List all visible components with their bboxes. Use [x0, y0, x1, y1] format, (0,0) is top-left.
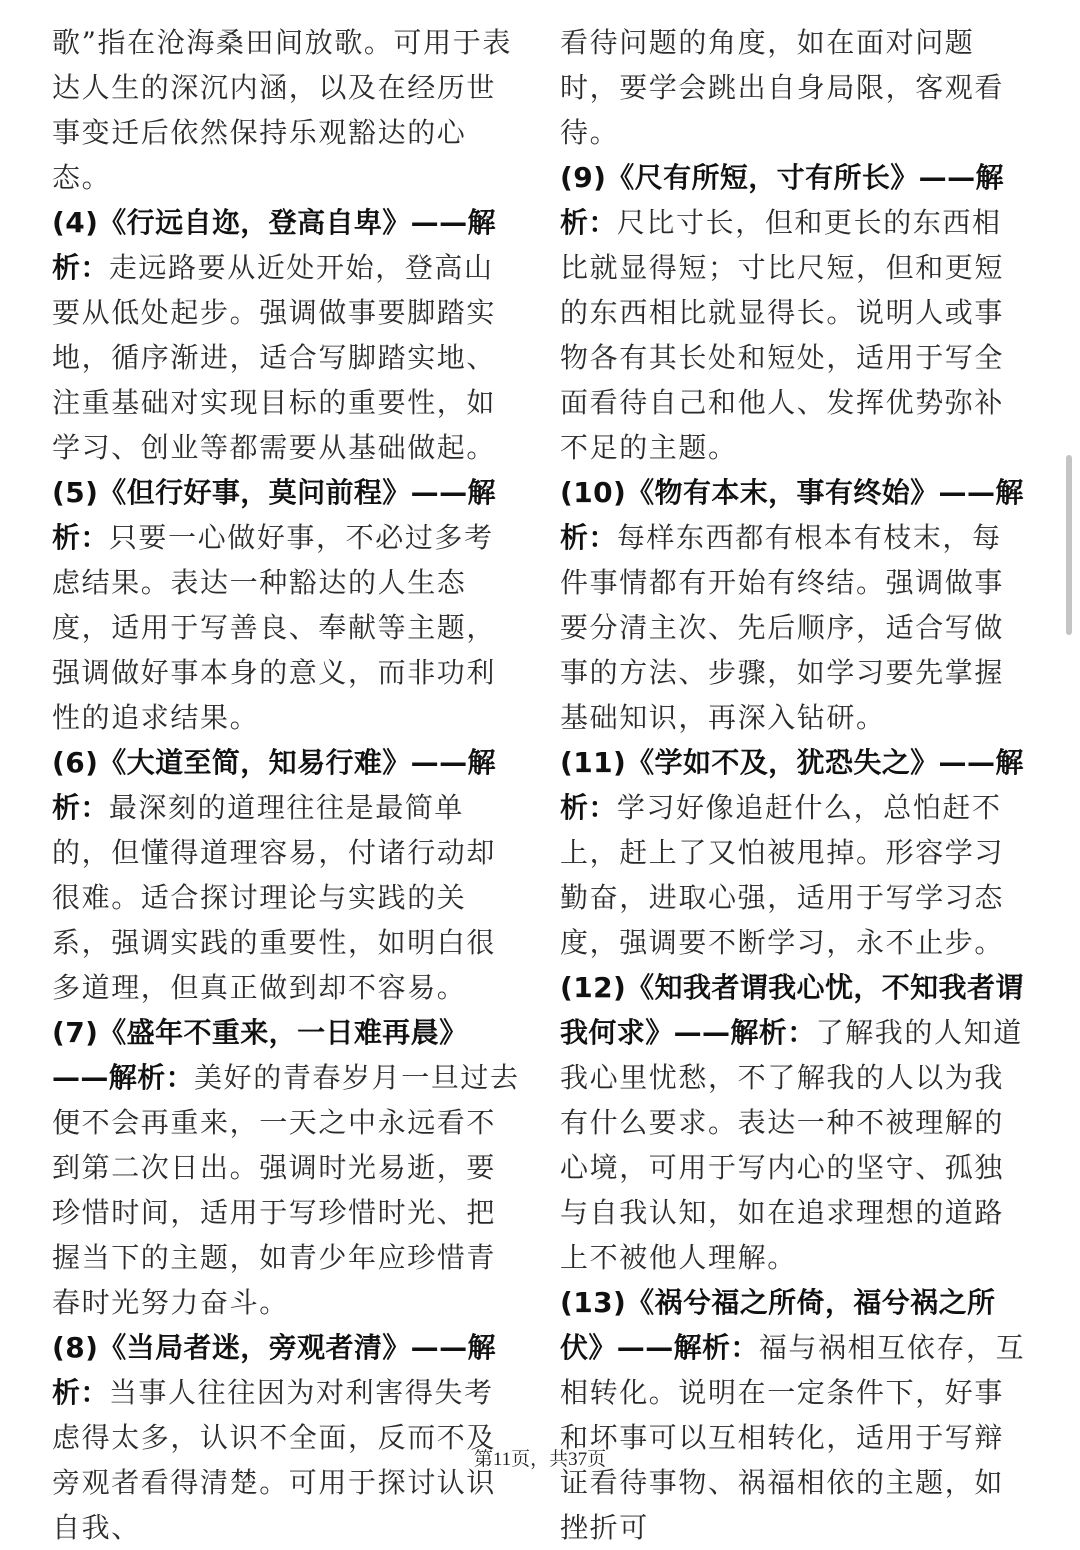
- entry-heading: (4)《行远自迩，登高自卑》——解析：: [52, 206, 496, 284]
- entry-10: [560, 470, 1030, 740]
- entry-heading: (5)《但行好事，莫问前程》——解析：: [52, 476, 496, 554]
- entry-5: [52, 470, 522, 740]
- entry-heading: (7)《盛年不重来，一日难再晨》——解析：: [52, 1016, 468, 1094]
- entry-11: [560, 740, 1030, 965]
- entry-body: 学习好像追赶什么，总怕赶不上，赶上了又怕被甩掉。形容学习勤奋，进取心强，适用于写学习态度，强调要不断学习，永不止步。: [560, 791, 1005, 959]
- entry-8: [52, 1325, 522, 1550]
- entry-4: [52, 200, 522, 470]
- continuation-body: 歌”指在沧海桑田间放歌。可用于表达人生的深沉内涵，以及在经历世事变迁后依然保持乐观豁达的心态。: [52, 26, 512, 194]
- entry-body: 最深刻的道理往往是最简单的，但懂得道理容易，付诸行动却很难。适合探讨理论与实践的关系，强调实践的重要性，如明白很多道理，但真正做到却不容易。: [52, 791, 497, 1004]
- continuation-text: [52, 20, 522, 200]
- entry-7: [52, 1010, 522, 1325]
- page-number: 第11页，共37页: [473, 1449, 607, 1470]
- entry-body: 每样东西都有根本有枝末，每件事情都有开始有终结。强调做事要分清主次、先后顺序，适合写做事的方法、步骤，如学习要先掌握基础知识，再深入钻研。: [560, 521, 1005, 734]
- entry-9: [560, 155, 1030, 470]
- entry-12: [560, 965, 1030, 1280]
- entry-body: 了解我的人知道我心里忧愁，不了解我的人以为我有什么要求。表达一种不被理解的心境，可用于写内心的坚守、孤独与自我认知，如在追求理想的道路上不被他人理解。: [560, 1016, 1023, 1274]
- entry-heading: (8)《当局者迷，旁观者清》——解析：: [52, 1331, 496, 1409]
- entry-body: 走远路要从近处开始，登高山要从低处起步。强调做事要脚踏实地，循序渐进，适合写脚踏实地、注重基础对实现目标的重要性，如学习、创业等都需要从基础做起。: [52, 251, 497, 464]
- scrollbar-thumb[interactable]: [1066, 455, 1072, 635]
- entry-heading: (11)《学如不及，犹恐失之》——解析：: [560, 746, 1024, 824]
- entry-13: [560, 1280, 1030, 1550]
- continuation-text: [560, 20, 1030, 155]
- entry-body: 当事人往往因为对利害得失考虑得太多，认识不全面，反而不及旁观者看得清楚。可用于探讨认识自我、: [52, 1376, 497, 1544]
- entry-heading: (13)《祸兮福之所倚，福兮祸之所伏》——解析：: [560, 1286, 996, 1364]
- entry-heading: (6)《大道至简，知易行难》——解析：: [52, 746, 496, 824]
- entry-6: [52, 740, 522, 1010]
- entry-heading: (10)《物有本末，事有终始》——解析：: [560, 476, 1024, 554]
- continuation-body: 看待问题的角度，如在面对问题时，要学会跳出自身局限，客观看待。: [560, 26, 1005, 149]
- entry-body: 尺比寸长，但和更长的东西相比就显得短；寸比尺短，但和更短的东西相比就显得长。说明人或事物各有其长处和短处，适用于写全面看待自己和他人、发挥优势弥补不足的主题。: [560, 206, 1005, 464]
- entry-body: 美好的青春岁月一旦过去便不会再重来，一天之中永远看不到第二次日出。强调时光易逝，要珍惜时间，适用于写珍惜时光、把握当下的主题，如青少年应珍惜青春时光努力奋斗。: [52, 1061, 520, 1319]
- entry-heading: (9)《尺有所短，寸有所长》——解析：: [560, 161, 1004, 239]
- entry-heading: (12)《知我者谓我心忧，不知我者谓我何求》——解析：: [560, 971, 1024, 1049]
- entry-body: 福与祸相互依存，互相转化。说明在一定条件下，好事和坏事可以互相转化，适用于写辩证看待事物、祸福相依的主题，如挫折可: [560, 1331, 1026, 1544]
- left-column: [52, 20, 522, 1544]
- right-column: [560, 20, 1030, 1544]
- entry-body: 只要一心做好事，不必过多考虑结果。表达一种豁达的人生态度，适用于写善良、奉献等主题，强调做好事本身的意义，而非功利性的追求结果。: [52, 521, 497, 734]
